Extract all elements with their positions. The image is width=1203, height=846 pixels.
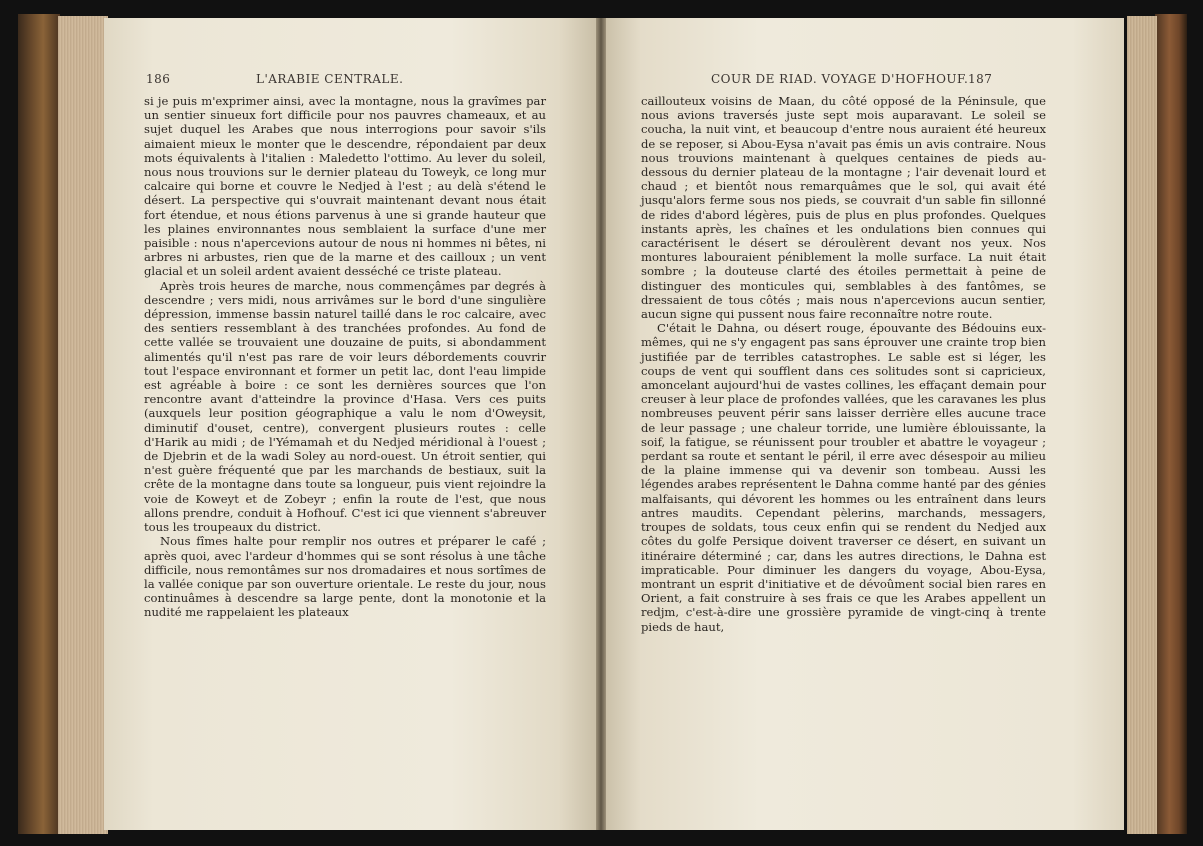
paragraph: Après trois heures de marche, nous commençâmes par degrés à descendre ; vers midi, nous arrivâmes sur le bord d'une singulière dépression, immense bassin naturel taillé dans le roc calcaire, avec des sentiers ressemblant à des tranchées profondes. Au fond de cette vallée se trouvaient une douzaine de puits, si abondamment alimentés qu'il n'est pas rare de voir leurs débordements couvrir tout l'espace environnant et former un petit lac, dont l'eau limpide est agréable à boire : ce sont les dernières sources que l'on rencontre avant d'atteindre la province d'Hasa. Vers ces puits (auxquels leur position géographique a valu le nom d'Oweysit, diminutif d'ouset, centre), convergent plusieurs routes : celle d'Harik au midi ; de l'Yémamah et du Nedjed méridional à l'ouest ; de Djebrin et de la wadi Soley au nord-ouest. Un étroit sentier, qui n'est guère fréquenté que par les marchands de bestiaux, suit la crête de la montagne dans toute sa longueur, puis vient rejoindre la voie de Koweyt et de Zobeyr ; enfin la route de l'est, que nous allons prendre, conduit à Hofhouf. C'est ici que viennent s'abreuver tous les troupeaux du district. <box>144 278 546 535</box>
left-cover-binding <box>18 14 60 834</box>
right-page-number: 187 <box>968 72 993 86</box>
right-page-edges <box>1127 16 1157 834</box>
paragraph: si je puis m'exprimer ainsi, avec la montagne, nous la gravîmes par un sentier sinueux fort difficile pour nos pauvres chameaux, et au sujet duquel les Arabes que nous interrogions pour savoir s'ils aimaient mieux le monter que le descendre, répondaient par deux mots équivalents à l'italien : Maledetto l'ottimo. Au lever du soleil, nous nous trouvions sur le dernier plateau du Toweyk, ce long mur calcaire qui borne et couvre le Nedjed à l'est ; au delà s'étend le désert. La perspective qui s'ouvrait maintenant devant nous était fort étendue, et nous étions parvenus à une si grande hauteur que les plaines environnantes nous semblaient la surface d'une mer paisible : nous n'apercevions autour de nous ni hommes ni bêtes, ni arbres ni arbustes, rien que de la marne et des cailloux ; un vent glacial et un soleil ardent avaient desséché ce triste plateau. <box>144 94 546 279</box>
book-gutter <box>596 18 606 830</box>
paragraph: caillouteux voisins de Maan, du côté opposé de la Péninsule, que nous avions traversés juste sept mois auparavant. Le soleil se coucha, la nuit vint, et beaucoup d'entre nous auraient été heureux de se reposer, si Abou-Eysa n'avait pas émis un avis contraire. Nous nous trouvions maintenant à quelques centaines de pieds au-dessous du dernier plateau de la montagne ; l'air devenait lourd et chaud ; et bientôt nous remarquâmes que le sol, qui avait été jusqu'alors ferme sous nos pieds, se couvrait d'un sable fin sillonné de rides d'abord légères, puis de plus en plus profondes. Quelques instants après, les chaînes et les ondulations bien connues qui caractérisent le désert se déroulèrent devant nos yeux. Nos montures labouraient péniblement la molle surface. La nuit était sombre ; la douteuse clarté des étoiles permettait à peine de distinguer des monticules qui, semblables à des fantômes, se dressaient de tous côtés ; mais nous n'apercevions aucun sentier, aucun signe qui pussent nous faire reconnaître notre route. <box>641 94 1046 322</box>
paragraph: Nous fîmes halte pour remplir nos outres et préparer le café ; après quoi, avec l'ardeur d'hommes qui se sont résolus à une tâche difficile, nous remontâmes sur nos dromadaires et nous sortîmes de la vallée conique par son ouverture orientale. Le reste du jour, nous continuâmes à descendre sa large pente, dont la monotonie et la nudité me rappelaient les plateaux <box>144 534 546 620</box>
paragraph: C'était le Dahna, ou désert rouge, épouvante des Bédouins eux-mêmes, qui ne s'y engagent pas sans éprouver une crainte trop bien justifiée par de terribles catastrophes. Le sable est si léger, les coups de vent qui soufflent dans ces solitudes sont si capricieux, amoncelant aujourd'hui de vastes collines, les effaçant demain pour creuser à leur place de profondes vallées, que les caravanes les plus nombreuses peuvent périr sans laisser derrière elles aucune trace de leur passage ; une chaleur torride, une lumière éblouissante, la soif, la fatigue, se réunissent pour troubler et abattre le voyageur ; perdant sa route et sentant le péril, il erre avec désespoir au milieu de la plaine immense qui va devenir son tombeau. Aussi les légendes arabes représentent le Dahna comme hanté par des génies malfaisants, qui dévorent les hommes ou les entraînent dans leurs antres maudits. Cependant pèlerins, marchands, messagers, troupes de soldats, tous ceux enfin qui se rendent du Nedjed aux côtes du golfe Persique doivent traverser ce désert, en suivant un itinéraire déterminé ; car, dans les autres directions, le Dahna est impraticable. Pour diminuer les dangers du voyage, Abou-Eysa, montrant un esprit d'initiative et de dévoûment social bien rares en Orient, a fait construire à ses frais ce que les Arabes appellent un redjm, c'est-à-dire une grossière pyramide de vingt-cinq à trente pieds de haut, <box>641 321 1046 634</box>
left-page-edges <box>58 16 108 834</box>
left-body-text <box>144 94 546 620</box>
right-body-text <box>641 94 1046 634</box>
right-cover-binding <box>1155 14 1187 834</box>
left-page-number: 186 <box>146 72 171 86</box>
left-running-head: L'ARABIE CENTRALE. <box>256 72 404 86</box>
right-running-head: COUR DE RIAD. VOYAGE D'HOFHOUF. <box>711 72 969 86</box>
